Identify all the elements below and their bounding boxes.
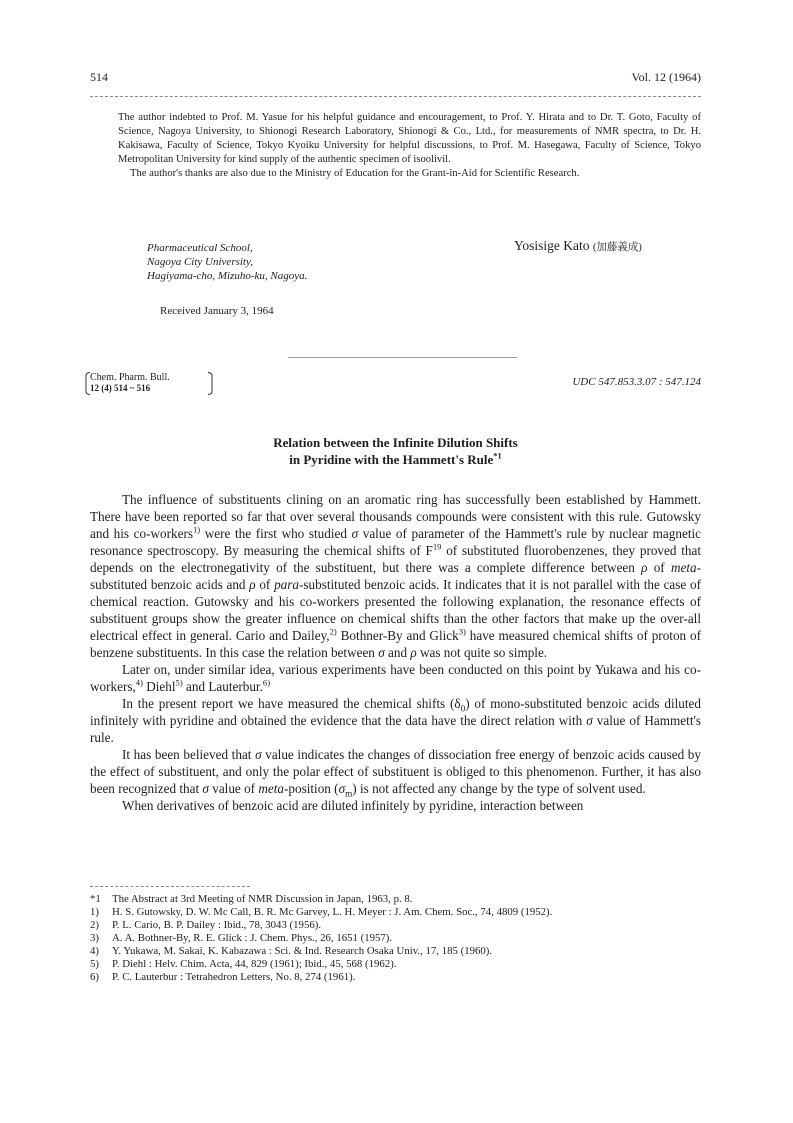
article-divider [288, 357, 517, 358]
left-bracket-icon [85, 372, 91, 395]
footnote-mark: *1 [493, 450, 502, 461]
footnote: 4) Y. Yukawa, M. Sakai, K. Kabazawa : Sci. & Ind. Research Osaka Univ., 17, 185 (1960). [90, 945, 493, 957]
author-name: Yosisige Kato [514, 238, 590, 253]
acknowledgement [118, 111, 701, 181]
body-paragraph: In the present report we have measured the chemical shifts $(\delta_0)$ of mono-substituted benzoic acids diluted infinitely with pyridine and obtained the evidence that the data have the direct relation with σ value of Hammett's rule. [90, 696, 701, 745]
citation-line: 12 (4) 514 ~ 516 [90, 383, 151, 393]
right-bracket-icon [207, 372, 213, 395]
journal-citation [90, 372, 170, 394]
udc-code: UDC 547.853.3.07 : 547.124 [572, 376, 701, 388]
header-divider [90, 96, 701, 97]
acknowledgement-paragraph: The author indebted to Prof. M. Yasue for his helpful guidance and encouragement, to Prof. Y. Hirata and to Dr. T. Goto, Faculty of Science, Nagoya University, to Shionogi Research Laboratory, Shionogi & Co., Ltd., for measurements of NMR spectra, to Dr. H. Kakisawa, Faculty of Science, Tokyo Kyoiku University for helpful discussions, to Prof. M. Hasegawa, Faculty of Science, Tokyo Metropolitan University for kind supply of the authentic specimen of isoolivil. [118, 112, 701, 165]
affiliation-line: Nagoya City University, [147, 256, 254, 268]
footnotes [90, 893, 701, 984]
author-name-cjk: (加藤義成) [592, 242, 642, 253]
article-title [90, 434, 701, 468]
footnote: 5) P. Diehl : Helv. Chim. Acta, 44, 829 (1961); Ibid., 45, 568 (1962). [90, 958, 397, 970]
running-header-volume: Vol. 12 (1964) [631, 70, 701, 84]
author [514, 238, 642, 254]
received-date: Received January 3, 1964 [160, 305, 274, 317]
footnote: 2) P. L. Cario, B. P. Dailey : Ibid., 78, 3043 (1956). [90, 919, 322, 931]
body-paragraph: The influence of substituents clining on an aromatic ring has successfully been established by Hammett. There have been reported so far that over several thousands compounds were consistent with this rule. Gutowsky and his co-workers$^{1)}$ were the first who studied σ value of parameter of the Hammett's rule by nuclear magnetic resonance spectroscopy. By measuring the chemical shifts of $F^{19}$ of substituted fluorobenzenes, they proved that depends on the electronegativity of the substituent, but there was a complete difference between ρ of meta-substituted benzoic acids and ρ of para-substituted benzoic acids. It indicates that it is not parallel with the case of chemical reaction. Gutowsky and his co-workers presented the following explanation, the resonance effects of substituent groups show the greater influence on chemical shifts than the other factors that make up the over-all electrical effect in general. Cario and Dailey,$^{2)}$ Bothner-By and Glick$^{3)}$ have measured chemical shifts of proton of benzene substituents. In this case the relation between σ and ρ was not quite so simple. [90, 492, 702, 660]
article-body [90, 491, 701, 814]
body-paragraph: Later on, under similar idea, various experiments have been conducted on this point by Yukawa and his co-workers,$^{4)}$ Diehl$^{5)}$ and Lauterbur.$^{6)}$ [90, 662, 701, 694]
page-number: 514 [90, 70, 108, 84]
body-paragraph: It has been believed that σ value indicates the changes of dissociation free energy of benzoic acids caused by the effect of substituent, and only the polar effect of substituent is obliged to this phenomenon. Further, it has also been recognized that σ value of meta-position $(\sigma_m)$ is not affected any change by the type of solvent used. [90, 747, 701, 799]
affiliation-line: Pharmaceutical School, [147, 242, 253, 254]
footnote: 6) P. C. Lauterbur : Tetrahedron Letters, No. 8, 274 (1961). [90, 971, 356, 983]
footnote: 3) A. A. Bothner-By, R. E. Glick : J. Chem. Phys., 26, 1651 (1957). [90, 932, 393, 944]
acknowledgement-paragraph: The author's thanks are also due to the Ministry of Education for the Grant-in-Aid for Scientific Research. [130, 168, 580, 179]
body-paragraph: When derivatives of benzoic acid are diluted infinitely by pyridine, interaction between [122, 798, 584, 813]
affiliation [147, 241, 307, 283]
title-line: in Pyridine with the Hammett's Rule$^{*1}$ [289, 450, 502, 467]
footnote: *1 The Abstract at 3rd Meeting of NMR Discussion in Japan, 1963, p. 8. [90, 893, 413, 905]
footnote-divider [90, 886, 250, 887]
title-line: Relation between the Infinite Dilution Shifts [273, 435, 518, 450]
affiliation-line: Hagiyama-cho, Mizuho-ku, Nagoya. [147, 270, 308, 282]
citation-line: Chem. Pharm. Bull. [90, 372, 170, 383]
footnote: 1) H. S. Gutowsky, D. W. Mc Call, B. R. Mc Garvey, L. H. Meyer : J. Am. Chem. Soc., 74, 4809 (1952). [90, 906, 553, 918]
